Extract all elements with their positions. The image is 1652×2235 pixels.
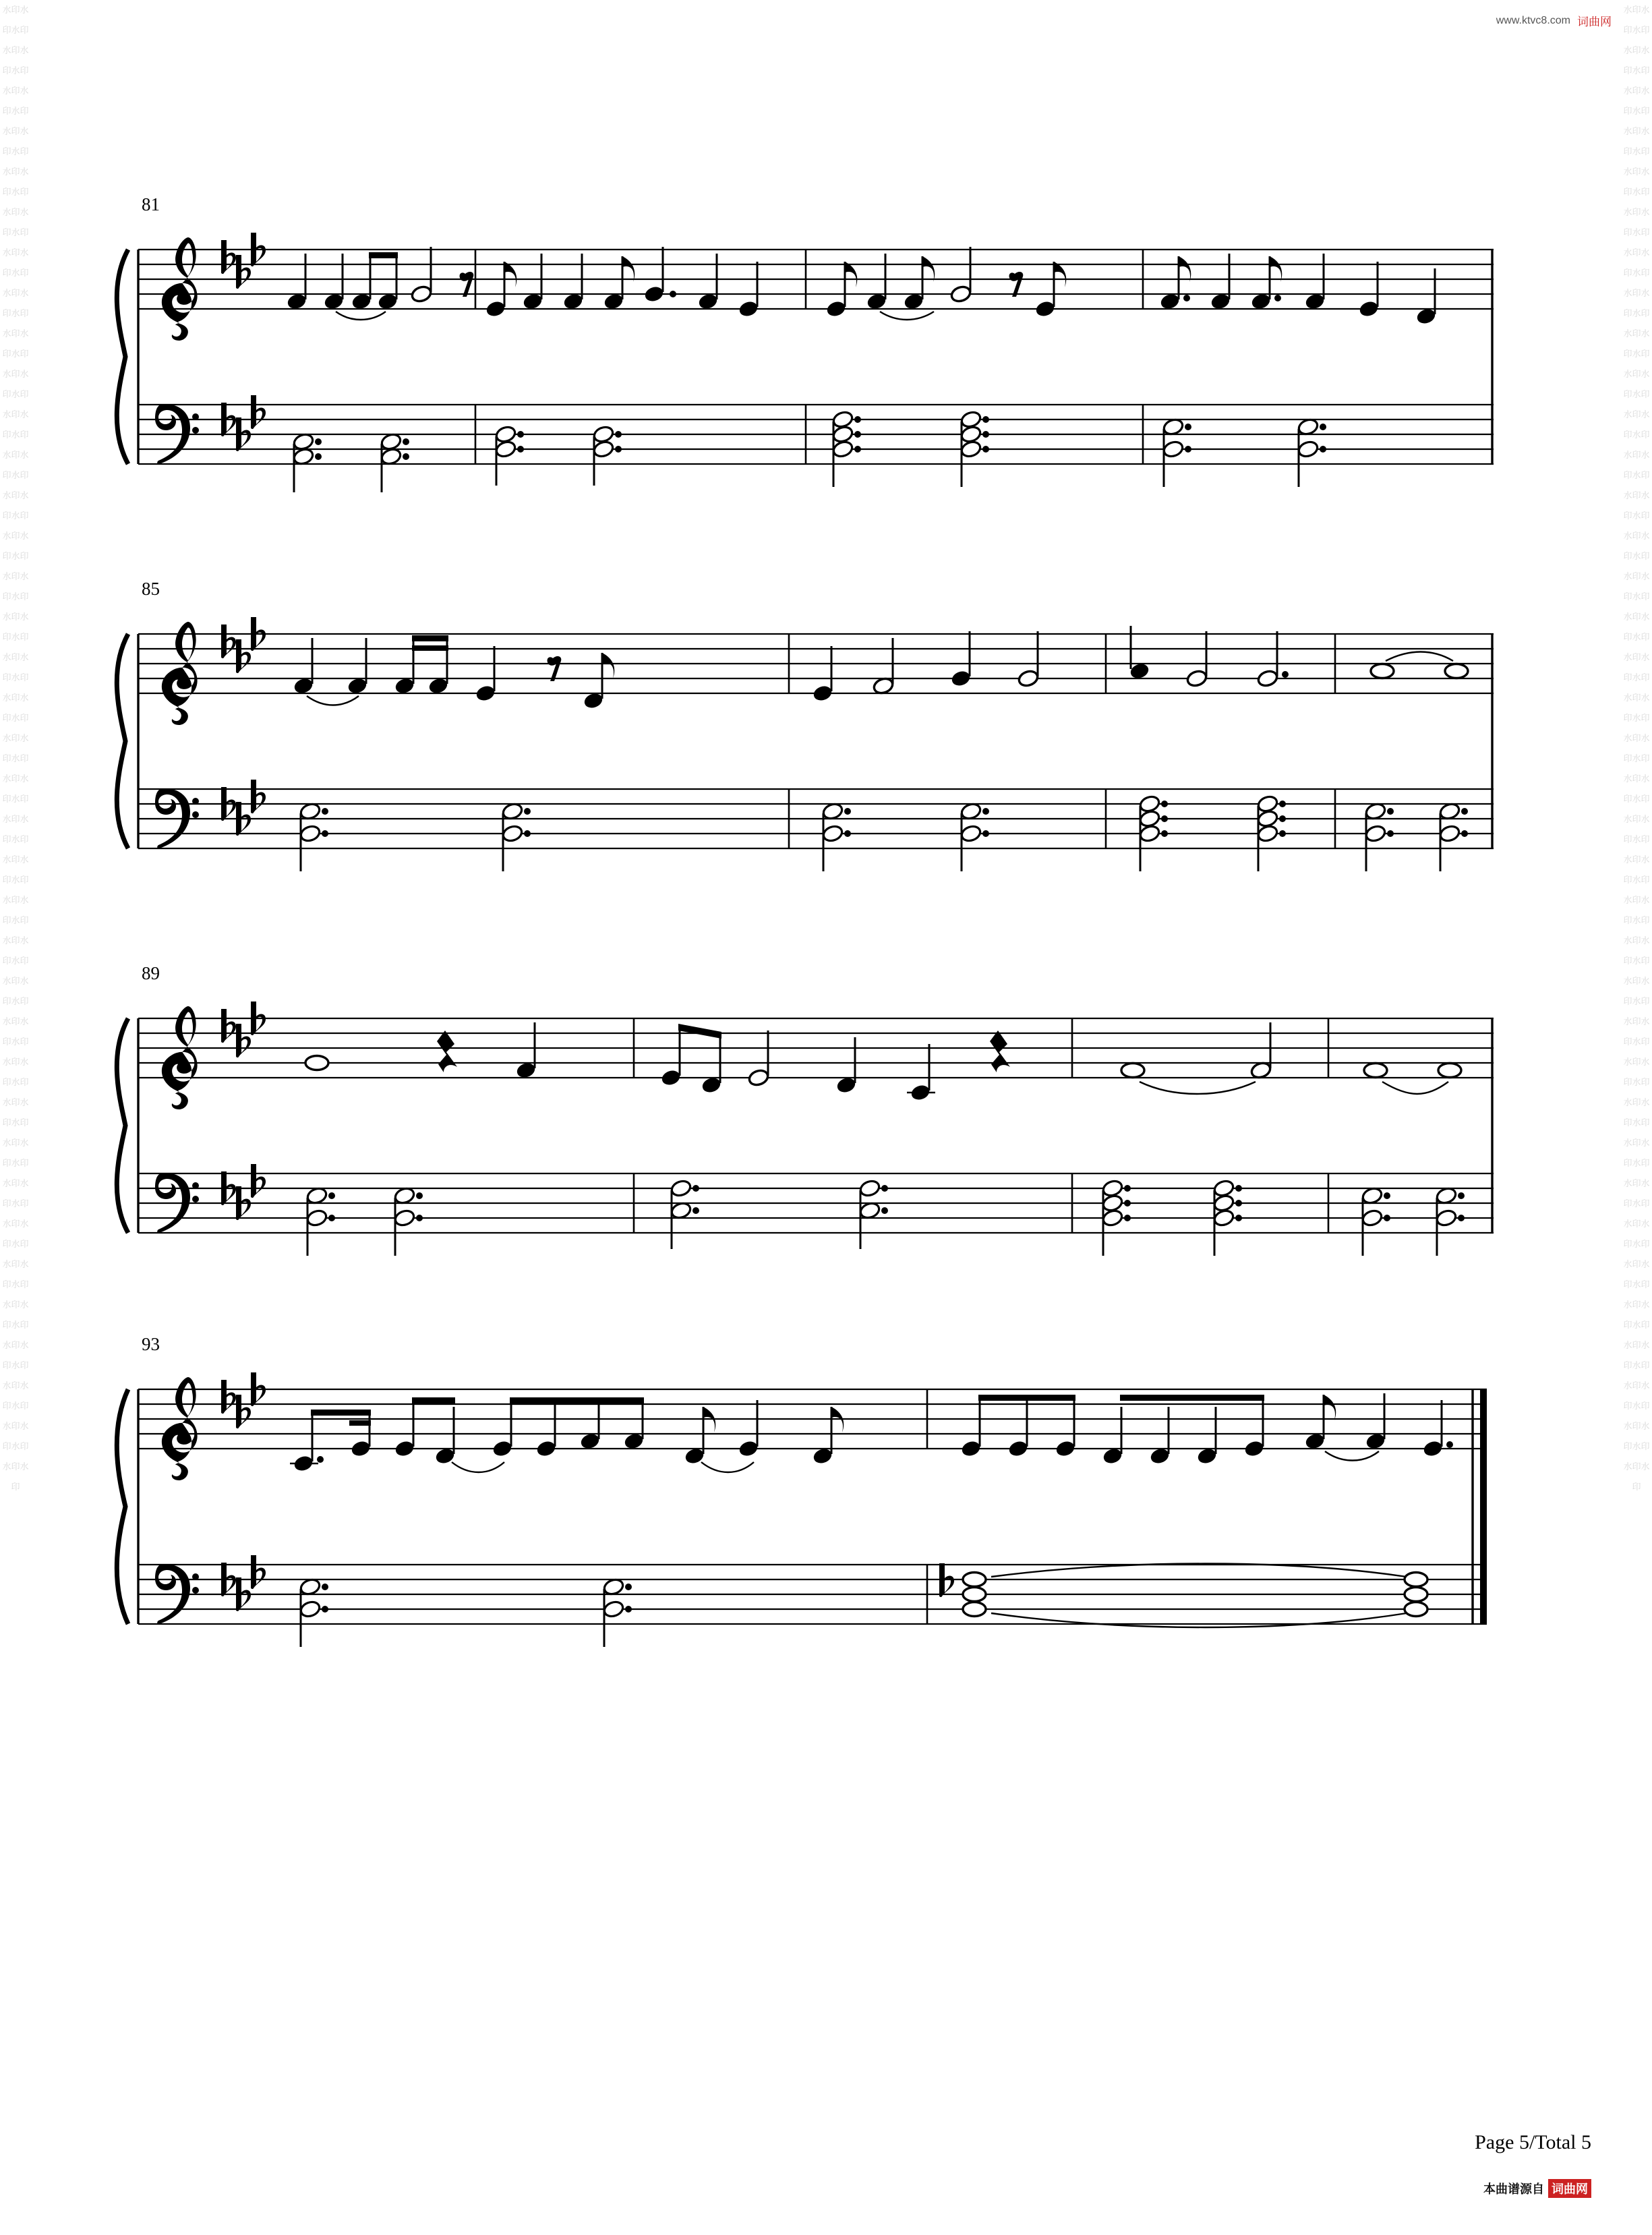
source-footer-label: 本曲谱源自 [1483, 2182, 1544, 2196]
system-2 [101, 579, 1531, 890]
system-3 [101, 963, 1531, 1275]
source-site-name: 词曲网 [1577, 16, 1612, 28]
system-1 [101, 194, 1531, 506]
page-number: Page 5/Total 5 [1475, 2131, 1591, 2153]
watermark-right: 水印水印水印水印水印水印水印水印水印水印水印水印水印水印水印水印水印水印水印水印水印水印水印水印水印水印水印水印水印水印水印水印水印水印水印水印水印水印水印水印水印水印水印水印水印水印水印水印水印水印水印水印水印水印水印水印水印水印水印水印水印水印水印水印水印水印水印水印水印水印水印水印水印水印水印水印水印水印水印水印水印水印水印水印水印水印水印水印水印水印水印水印水印水印水印水印水印水印水印水印水印水印水印水印水印水印水印水印水印水印 [1623, 5, 1650, 1492]
source-url: www.ktvc8.com [1496, 14, 1570, 26]
measure-number-81: 81 [142, 194, 160, 214]
measure-number-85: 85 [142, 579, 160, 599]
measure-number-89: 89 [142, 963, 160, 983]
measure-number-93: 93 [142, 1334, 160, 1354]
source-footer [1483, 2179, 1591, 2198]
source-footer-site: 词曲网 [1548, 2179, 1591, 2198]
watermark-left: 水印水印水印水印水印水印水印水印水印水印水印水印水印水印水印水印水印水印水印水印水印水印水印水印水印水印水印水印水印水印水印水印水印水印水印水印水印水印水印水印水印水印水印水印水印水印水印水印水印水印水印水印水印水印水印水印水印水印水印水印水印水印水印水印水印水印水印水印水印水印水印水印水印水印水印水印水印水印水印水印水印水印水印水印水印水印水印水印水印水印水印水印水印水印水印水印水印水印水印水印水印水印水印水印水印水印水印水印水印水印 [2, 5, 29, 1492]
system-4 [101, 1334, 1531, 1686]
source-header [1496, 12, 1612, 29]
